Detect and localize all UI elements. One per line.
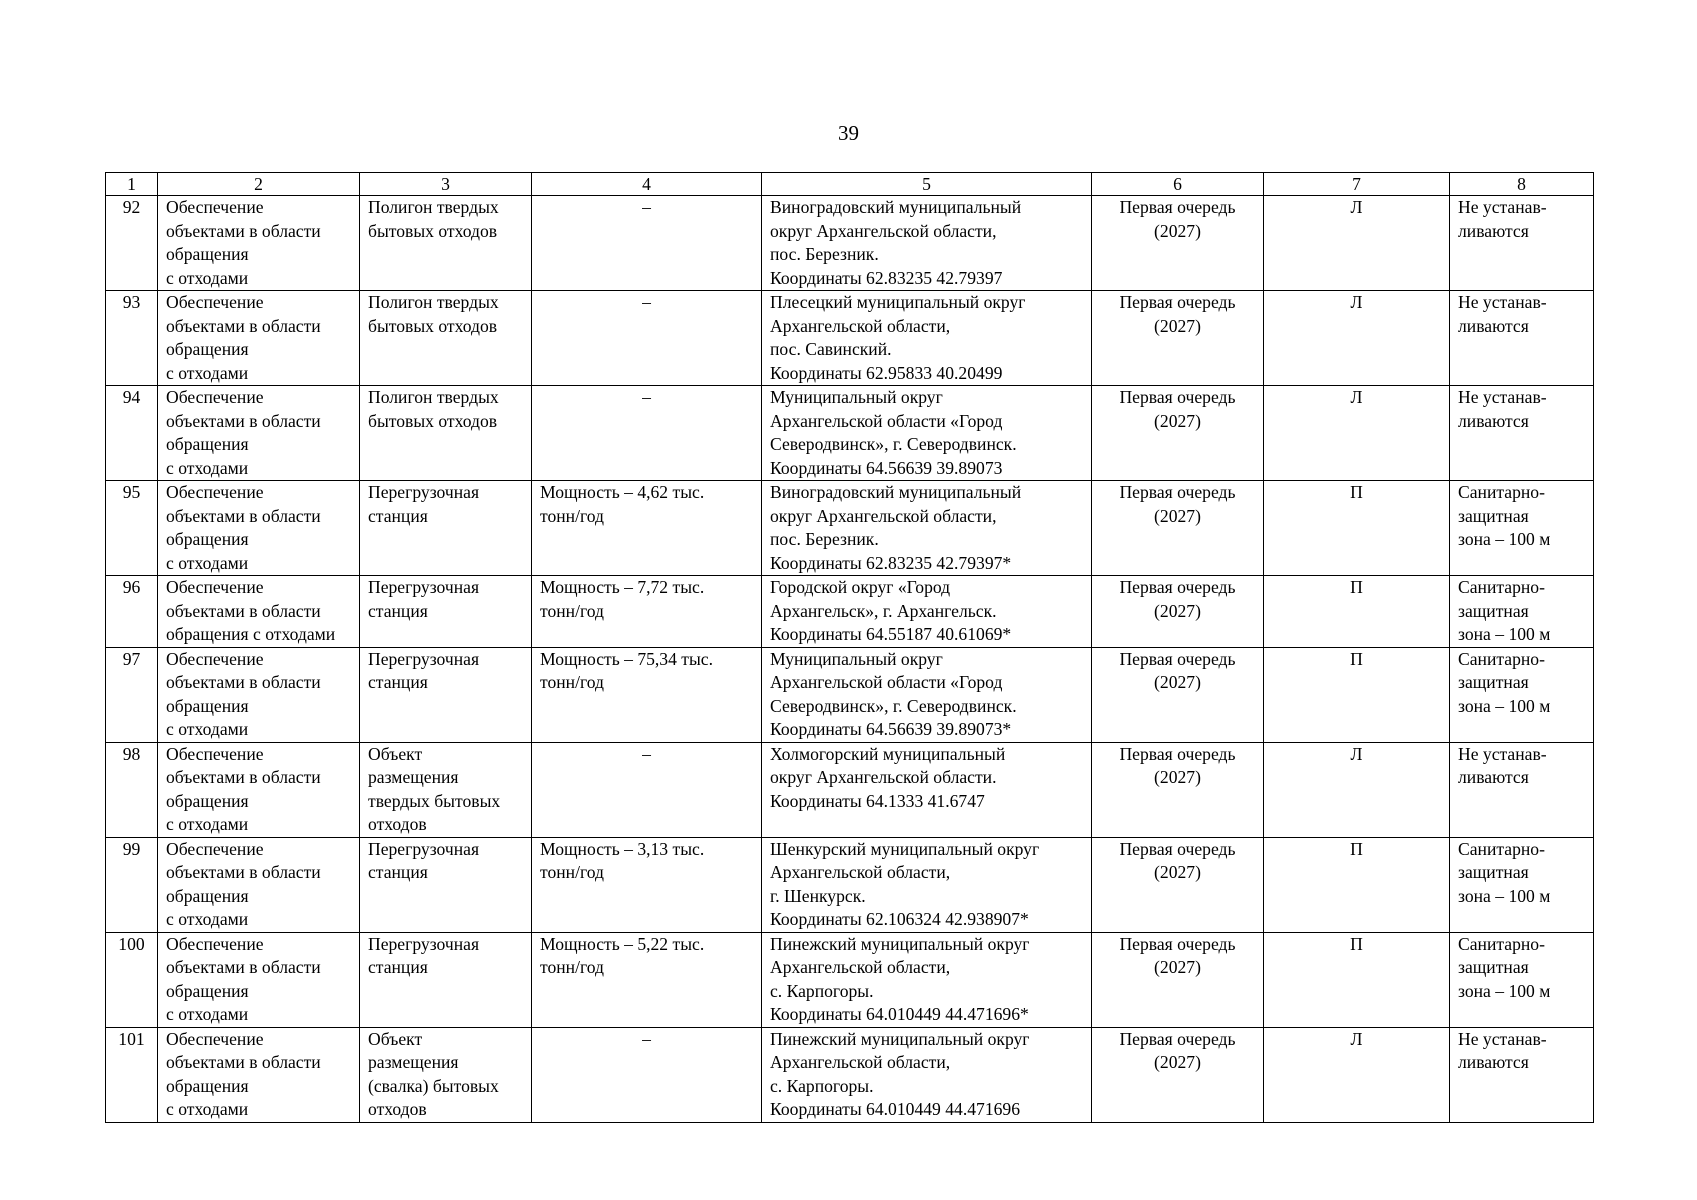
column-header-8: 8: [1450, 173, 1594, 196]
column-header-7: 7: [1264, 173, 1450, 196]
stage-cell-line: Первая очередь: [1119, 482, 1236, 502]
location-cell: [762, 742, 1092, 837]
column-header-1: 1: [106, 173, 158, 196]
object-cell: [360, 481, 532, 576]
object-cell-line: бытовых отходов: [368, 410, 498, 431]
purpose-cell-line: обращения: [166, 244, 249, 264]
location-cell-line: округ Архангельской области,: [770, 220, 997, 241]
zone-cell: [1450, 386, 1594, 481]
location-cell-line: Координаты 62.83235 42.79397: [770, 267, 1003, 288]
capacity-cell: [532, 837, 762, 932]
stage-cell-line: (2027): [1154, 410, 1201, 431]
location-cell: [762, 932, 1092, 1027]
zone-cell: [1450, 576, 1594, 648]
location-cell-line: Координаты 64.010449 44.471696: [770, 1099, 1021, 1119]
location-cell-line: с. Карпогоры.: [770, 1075, 874, 1096]
page-number: 39: [838, 121, 859, 145]
purpose-cell-line: Обеспечение: [166, 482, 264, 502]
zone-cell-line: Санитарно-: [1458, 577, 1545, 597]
zone-cell-line: защитная: [1458, 672, 1529, 692]
location-cell-line: пос. Савинский.: [770, 339, 892, 359]
object-cell-line: станция: [368, 505, 428, 526]
capacity-cell: [532, 386, 762, 481]
status-cell: Л: [1264, 742, 1450, 837]
table-row: [106, 647, 1594, 742]
location-cell-line: Координаты 62.95833 40.20499: [770, 362, 1003, 383]
zone-cell-line: зона – 100 м: [1458, 529, 1551, 549]
object-cell-line: станция: [368, 672, 428, 692]
table-row: [106, 196, 1594, 291]
purpose-cell-line: с отходами: [166, 814, 249, 834]
purpose-cell-line: объектами в области: [166, 672, 321, 692]
stage-cell-line: (2027): [1154, 600, 1201, 621]
location-cell-line: Муниципальный округ: [770, 387, 943, 407]
zone-cell: [1450, 932, 1594, 1027]
zone-cell-line: ливаются: [1458, 767, 1529, 787]
zone-cell-line: защитная: [1458, 862, 1529, 882]
purpose-cell-line: обращения: [166, 695, 249, 716]
object-cell-line: Полигон твердых: [368, 387, 499, 407]
zone-cell: [1450, 647, 1594, 742]
purpose-cell-line: обращения: [166, 885, 249, 906]
zone-cell-line: защитная: [1458, 600, 1529, 621]
location-cell-line: Архангельской области,: [770, 315, 951, 336]
location-cell: [762, 576, 1092, 648]
purpose-cell-line: объектами в области: [166, 410, 321, 431]
capacity-cell: [532, 647, 762, 742]
location-cell: [762, 291, 1092, 386]
purpose-cell-line: Обеспечение: [166, 577, 264, 597]
object-cell-line: Перегрузочная: [368, 648, 480, 669]
zone-cell-line: Санитарно-: [1458, 838, 1545, 859]
location-cell-line: Координаты 64.55187 40.61069*: [770, 624, 1012, 644]
object-cell: [360, 1027, 532, 1122]
row-number: 98: [106, 742, 158, 837]
purpose-cell-line: обращения с отходами: [166, 624, 336, 644]
purpose-cell-line: Обеспечение: [166, 648, 264, 669]
status-cell: Л: [1264, 1027, 1450, 1122]
table-header-row: [106, 173, 1594, 196]
capacity-cell-line: –: [642, 292, 651, 312]
stage-cell-line: (2027): [1154, 957, 1201, 977]
object-cell-line: твердых бытовых: [368, 790, 501, 811]
object-cell: [360, 196, 532, 291]
location-cell-line: Северодвинск», г. Северодвинск.: [770, 434, 1017, 454]
zone-cell-line: ливаются: [1458, 315, 1529, 336]
stage-cell-line: Первая очередь: [1119, 743, 1236, 764]
location-cell-line: Координаты 64.010449 44.471696*: [770, 1004, 1029, 1024]
column-header-4: 4: [532, 173, 762, 196]
capacity-cell: [532, 1027, 762, 1122]
location-cell: [762, 837, 1092, 932]
location-cell: [762, 1027, 1092, 1122]
row-number: 100: [106, 932, 158, 1027]
capacity-cell-line: Мощность – 4,62 тыс.: [540, 482, 705, 502]
row-number: 94: [106, 386, 158, 481]
status-cell: П: [1264, 576, 1450, 648]
stage-cell: [1092, 196, 1264, 291]
purpose-cell: [158, 386, 360, 481]
table-row: [106, 576, 1594, 648]
location-cell-line: Координаты 62.83235 42.79397*: [770, 552, 1012, 573]
capacity-cell-line: тонн/год: [540, 505, 604, 526]
table-row: [106, 1027, 1594, 1122]
stage-cell-line: Первая очередь: [1119, 292, 1236, 312]
location-cell-line: Архангельской области,: [770, 1052, 951, 1072]
purpose-cell-line: Обеспечение: [166, 838, 264, 859]
location-cell-line: Архангельской области,: [770, 957, 951, 977]
object-cell-line: (свалка) бытовых: [368, 1075, 499, 1096]
capacity-cell-line: Мощность – 3,13 тыс.: [540, 838, 705, 859]
capacity-cell-line: –: [642, 387, 651, 407]
stage-cell-line: Первая очередь: [1119, 387, 1236, 407]
row-number: 97: [106, 647, 158, 742]
object-cell-line: Полигон твердых: [368, 197, 499, 217]
table-row: [106, 386, 1594, 481]
purpose-cell-line: с отходами: [166, 457, 249, 478]
capacity-cell-line: –: [642, 743, 651, 764]
purpose-cell-line: обращения: [166, 434, 249, 454]
location-cell-line: Виноградовский муниципальный: [770, 197, 1022, 217]
status-cell: П: [1264, 932, 1450, 1027]
stage-cell: [1092, 481, 1264, 576]
zone-cell-line: зона – 100 м: [1458, 695, 1551, 716]
table-row: [106, 932, 1594, 1027]
stage-cell: [1092, 837, 1264, 932]
location-cell-line: Координаты 64.56639 39.89073*: [770, 719, 1012, 739]
purpose-cell: [158, 1027, 360, 1122]
object-cell-line: станция: [368, 957, 428, 977]
location-cell: [762, 647, 1092, 742]
zone-cell: [1450, 481, 1594, 576]
location-cell-line: г. Шенкурск.: [770, 885, 866, 906]
table-row: [106, 837, 1594, 932]
zone-cell-line: Санитарно-: [1458, 648, 1545, 669]
location-cell-line: Шенкурский муниципальный округ: [770, 838, 1040, 859]
object-cell: [360, 647, 532, 742]
purpose-cell-line: объектами в области: [166, 600, 321, 621]
location-cell: [762, 386, 1092, 481]
object-cell-line: Объект: [368, 1028, 423, 1049]
capacity-cell-line: Мощность – 5,22 тыс.: [540, 933, 705, 954]
stage-cell: [1092, 576, 1264, 648]
stage-cell-line: (2027): [1154, 505, 1201, 526]
zone-cell-line: зона – 100 м: [1458, 885, 1551, 906]
stage-cell-line: (2027): [1154, 862, 1201, 882]
location-cell: [762, 481, 1092, 576]
row-number: 99: [106, 837, 158, 932]
location-cell-line: Городской округ «Город: [770, 577, 951, 597]
capacity-cell-line: тонн/год: [540, 600, 604, 621]
location-cell-line: Координаты 64.56639 39.89073: [770, 457, 1003, 478]
capacity-cell: [532, 196, 762, 291]
purpose-cell-line: объектами в области: [166, 862, 321, 882]
location-cell-line: с. Карпогоры.: [770, 980, 874, 1001]
status-cell: П: [1264, 837, 1450, 932]
stage-cell-line: (2027): [1154, 1052, 1201, 1072]
purpose-cell: [158, 196, 360, 291]
object-cell-line: Перегрузочная: [368, 933, 480, 954]
purpose-cell: [158, 576, 360, 648]
status-cell: Л: [1264, 291, 1450, 386]
zone-cell-line: Не устанав-: [1458, 292, 1547, 312]
zone-cell: [1450, 742, 1594, 837]
zone-cell-line: ливаются: [1458, 410, 1529, 431]
purpose-cell-line: обращения: [166, 1075, 249, 1096]
purpose-cell: [158, 647, 360, 742]
row-number: 95: [106, 481, 158, 576]
purpose-cell: [158, 291, 360, 386]
capacity-cell-line: –: [642, 1028, 651, 1049]
stage-cell: [1092, 386, 1264, 481]
object-cell-line: бытовых отходов: [368, 220, 498, 241]
status-cell: П: [1264, 647, 1450, 742]
stage-cell: [1092, 932, 1264, 1027]
zone-cell-line: Санитарно-: [1458, 933, 1545, 954]
stage-cell-line: (2027): [1154, 767, 1201, 787]
object-cell-line: отходов: [368, 814, 427, 834]
capacity-cell-line: Мощность – 75,34 тыс.: [540, 648, 714, 669]
table-body: [106, 196, 1594, 1123]
capacity-cell: [532, 576, 762, 648]
table-row: [106, 291, 1594, 386]
object-cell-line: станция: [368, 600, 428, 621]
objects-table: [105, 172, 1594, 1123]
purpose-cell-line: обращения: [166, 339, 249, 359]
stage-cell: [1092, 647, 1264, 742]
object-cell-line: размещения: [368, 1052, 459, 1072]
purpose-cell-line: Обеспечение: [166, 387, 264, 407]
column-header-3: 3: [360, 173, 532, 196]
zone-cell-line: ливаются: [1458, 1052, 1529, 1072]
object-cell-line: бытовых отходов: [368, 315, 498, 336]
table-row: [106, 742, 1594, 837]
location-cell-line: Плесецкий муниципальный округ: [770, 292, 1026, 312]
purpose-cell-line: с отходами: [166, 1099, 249, 1119]
location-cell-line: Архангельской области «Город: [770, 410, 1003, 431]
stage-cell-line: (2027): [1154, 315, 1201, 336]
purpose-cell-line: объектами в области: [166, 1052, 321, 1072]
location-cell-line: Пинежский муниципальный округ: [770, 933, 1030, 954]
stage-cell-line: Первая очередь: [1119, 648, 1236, 669]
capacity-cell: [532, 291, 762, 386]
zone-cell-line: Не устанав-: [1458, 197, 1547, 217]
status-cell: Л: [1264, 196, 1450, 291]
object-cell-line: Перегрузочная: [368, 577, 480, 597]
purpose-cell-line: Обеспечение: [166, 933, 264, 954]
zone-cell-line: Не устанав-: [1458, 743, 1547, 764]
object-cell-line: Перегрузочная: [368, 838, 480, 859]
location-cell: [762, 196, 1092, 291]
capacity-cell: [532, 932, 762, 1027]
zone-cell-line: зона – 100 м: [1458, 624, 1551, 644]
zone-cell-line: защитная: [1458, 957, 1529, 977]
column-header-6: 6: [1092, 173, 1264, 196]
zone-cell-line: Не устанав-: [1458, 1028, 1547, 1049]
capacity-cell-line: Мощность – 7,72 тыс.: [540, 577, 705, 597]
object-cell-line: отходов: [368, 1099, 427, 1119]
zone-cell: [1450, 291, 1594, 386]
stage-cell-line: Первая очередь: [1119, 838, 1236, 859]
purpose-cell-line: обращения: [166, 529, 249, 549]
purpose-cell: [158, 742, 360, 837]
object-cell: [360, 576, 532, 648]
stage-cell: [1092, 742, 1264, 837]
purpose-cell: [158, 481, 360, 576]
purpose-cell-line: объектами в области: [166, 220, 321, 241]
row-number: 96: [106, 576, 158, 648]
column-header-5: 5: [762, 173, 1092, 196]
purpose-cell-line: объектами в области: [166, 767, 321, 787]
object-cell-line: размещения: [368, 767, 459, 787]
stage-cell-line: Первая очередь: [1119, 933, 1236, 954]
table-row: [106, 481, 1594, 576]
purpose-cell-line: Обеспечение: [166, 197, 264, 217]
location-cell-line: Координаты 62.106324 42.938907*: [770, 909, 1029, 929]
zone-cell-line: зона – 100 м: [1458, 980, 1551, 1001]
location-cell-line: Архангельской области,: [770, 862, 951, 882]
purpose-cell-line: с отходами: [166, 267, 249, 288]
location-cell-line: Пинежский муниципальный округ: [770, 1028, 1030, 1049]
stage-cell-line: Первая очередь: [1119, 1028, 1236, 1049]
location-cell-line: пос. Березник.: [770, 244, 879, 264]
stage-cell-line: Первая очередь: [1119, 577, 1236, 597]
stage-cell: [1092, 1027, 1264, 1122]
purpose-cell-line: с отходами: [166, 552, 249, 573]
row-number: 93: [106, 291, 158, 386]
object-cell-line: станция: [368, 862, 428, 882]
purpose-cell-line: обращения: [166, 790, 249, 811]
purpose-cell: [158, 837, 360, 932]
object-cell: [360, 742, 532, 837]
zone-cell: [1450, 196, 1594, 291]
location-cell-line: Виноградовский муниципальный: [770, 482, 1022, 502]
stage-cell-line: (2027): [1154, 220, 1201, 241]
purpose-cell-line: с отходами: [166, 719, 249, 739]
capacity-cell-line: тонн/год: [540, 862, 604, 882]
purpose-cell: [158, 932, 360, 1027]
location-cell-line: Холмогорский муниципальный: [770, 743, 1006, 764]
capacity-cell-line: тонн/год: [540, 672, 604, 692]
zone-cell-line: Санитарно-: [1458, 482, 1545, 502]
object-cell: [360, 837, 532, 932]
object-cell: [360, 291, 532, 386]
capacity-cell-line: тонн/год: [540, 957, 604, 977]
zone-cell-line: Не устанав-: [1458, 387, 1547, 407]
stage-cell-line: Первая очередь: [1119, 197, 1236, 217]
object-cell: [360, 932, 532, 1027]
zone-cell: [1450, 837, 1594, 932]
capacity-cell-line: –: [642, 197, 651, 217]
object-cell-line: Объект: [368, 743, 423, 764]
purpose-cell-line: обращения: [166, 980, 249, 1001]
capacity-cell: [532, 742, 762, 837]
zone-cell-line: ливаются: [1458, 220, 1529, 241]
object-cell: [360, 386, 532, 481]
zone-cell-line: защитная: [1458, 505, 1529, 526]
status-cell: Л: [1264, 386, 1450, 481]
location-cell-line: округ Архангельской области,: [770, 505, 997, 526]
status-cell: П: [1264, 481, 1450, 576]
location-cell-line: Архангельской области «Город: [770, 672, 1003, 692]
purpose-cell-line: с отходами: [166, 909, 249, 929]
location-cell-line: округ Архангельской области.: [770, 767, 997, 787]
column-header-2: 2: [158, 173, 360, 196]
object-cell-line: Полигон твердых: [368, 292, 499, 312]
location-cell-line: Северодвинск», г. Северодвинск.: [770, 695, 1017, 716]
row-number: 92: [106, 196, 158, 291]
object-cell-line: Перегрузочная: [368, 482, 480, 502]
location-cell-line: пос. Березник.: [770, 529, 879, 549]
location-cell-line: Архангельск», г. Архангельск.: [770, 600, 997, 621]
purpose-cell-line: объектами в области: [166, 315, 321, 336]
purpose-cell-line: с отходами: [166, 1004, 249, 1024]
location-cell-line: Координаты 64.1333 41.6747: [770, 790, 985, 811]
purpose-cell-line: Обеспечение: [166, 1028, 264, 1049]
purpose-cell-line: Обеспечение: [166, 743, 264, 764]
capacity-cell: [532, 481, 762, 576]
row-number: 101: [106, 1027, 158, 1122]
stage-cell: [1092, 291, 1264, 386]
location-cell-line: Муниципальный округ: [770, 648, 943, 669]
purpose-cell-line: Обеспечение: [166, 292, 264, 312]
purpose-cell-line: с отходами: [166, 362, 249, 383]
stage-cell-line: (2027): [1154, 672, 1201, 692]
purpose-cell-line: объектами в области: [166, 957, 321, 977]
purpose-cell-line: объектами в области: [166, 505, 321, 526]
zone-cell: [1450, 1027, 1594, 1122]
